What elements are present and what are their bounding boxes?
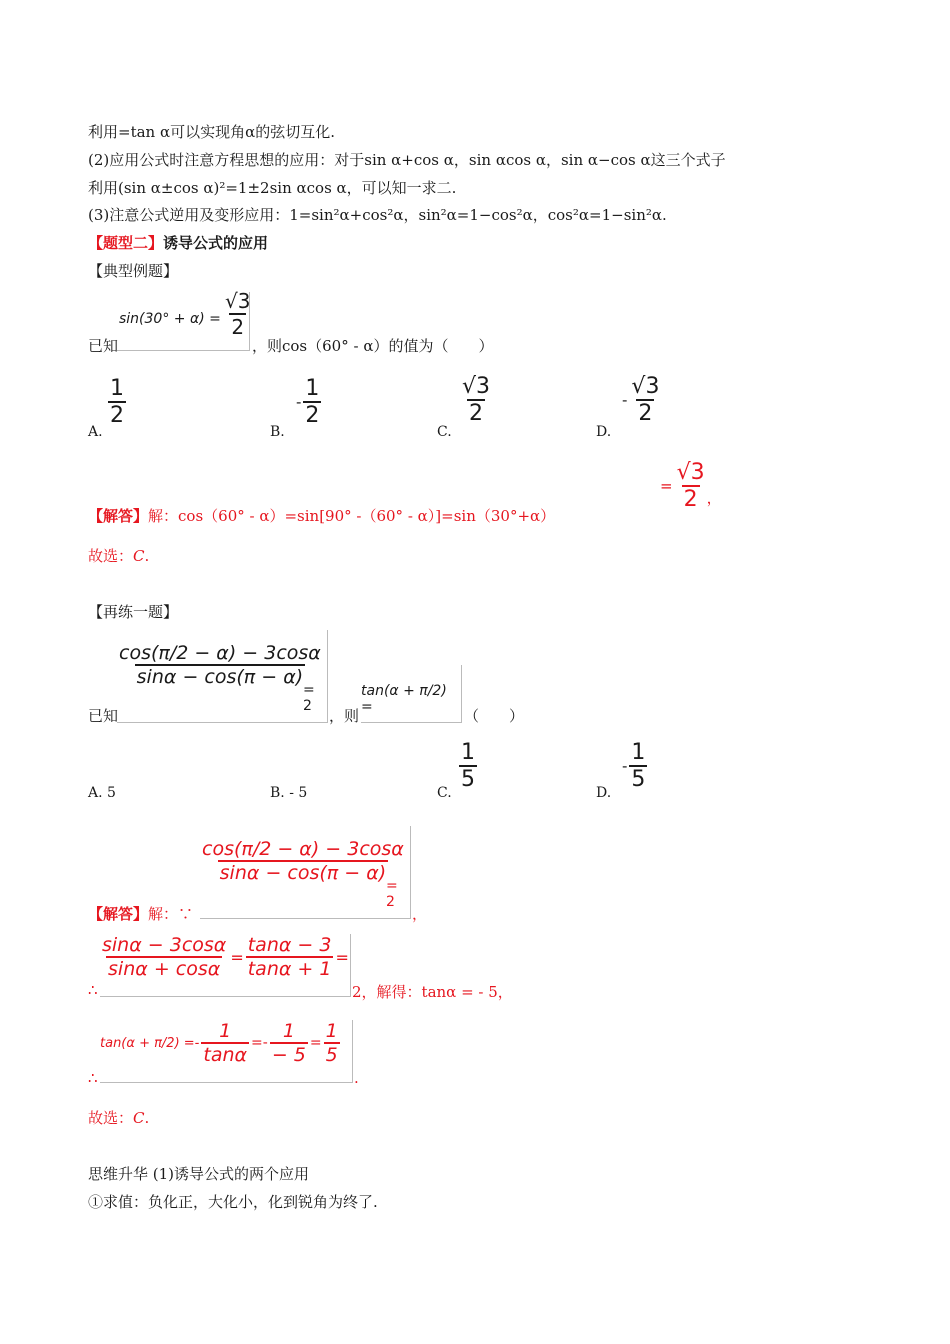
q1-choose-letter: C [133, 547, 145, 565]
q1-option-a-value: $\frac{1}{2}$ [110, 376, 124, 428]
q1-answer-result: = $\frac{√3}{2}$ ， [660, 460, 722, 512]
q1-option-b-label[interactable]: B. [270, 424, 285, 440]
text-line-tan-relation: 利用=tan α可以实现角α的弦切互化. [88, 123, 335, 141]
q2-answer-formula-box [200, 826, 411, 919]
q1-option-c-value: $\frac{√3}{2}$ [462, 374, 491, 426]
q2-answer-step2-box [100, 934, 351, 997]
example-heading: 【典型例题】 [88, 262, 179, 280]
q1-given-prefix: 已知 [88, 337, 119, 355]
text-line-square-identity: 利用(sin α±cos α)²=1±2sin αcos α，可以知一求二. [88, 179, 457, 197]
text-line-reverse-use: (3)注意公式逆用及变形应用：1=sin²α+cos²α，sin²α=1−cos²α，cos²α=1−sin²α. [88, 206, 667, 224]
q2-option-c-label[interactable]: C. [437, 785, 452, 801]
q1-given-rhs [223, 289, 252, 339]
section-title: 诱导公式的应用 [163, 234, 269, 252]
q2-answer-therefore-1: ∴ [88, 981, 98, 999]
q2-option-d-label[interactable]: D. [596, 785, 612, 801]
q1-option-d-label[interactable]: D. [596, 424, 612, 440]
q2-tan-lhs: tan(α + π/2) = [361, 683, 447, 715]
q2-then-prefix: ，则 [329, 707, 360, 725]
q1-answer-tag: 【解答】 [88, 507, 149, 525]
q2-option-b[interactable]: B. - 5 [270, 785, 308, 801]
q2-answer-comma: ， [412, 905, 428, 923]
q1-choose-line: 故选：C. [88, 547, 150, 565]
q2-answer-rhs: = 2 [386, 878, 398, 910]
q2-answer-step2: $\frac{\sin\alpha - 3\cos\alpha}{\sin\alpha + \cos\alpha}$ = $\frac{\tan\alpha - 3}{\tan\alpha + 1}$ = [102, 934, 349, 980]
q1-answer-text: 解：cos（60° - α）=sin[90° -（60° - α）]=sin（30°+α） [148, 507, 556, 525]
q1-option-d-value: - $\frac{√3}{2}$ [622, 374, 660, 426]
q2-given-fraction: $\frac{\cos(\pi/2 - \alpha) - 3\cos\alpha}{\sin\alpha - \cos(\pi - \alpha)}$ [119, 642, 321, 688]
q2-choose-line: 故选：C. [88, 1109, 150, 1127]
q2-answer-step3: tan(α + π/2) =- $\frac{1}{\tan\alpha}$ =- $\frac{1}{- 5}$ = $\frac{1}{5}$ [100, 1020, 338, 1066]
q2-tan-box [361, 665, 462, 723]
q2-option-d-value: - $\frac{1}{5}$ [622, 740, 646, 792]
q1-then-text: ，则cos（60° - α）的值为（ ） [252, 337, 494, 355]
summary-line-1: 思维升华 (1)诱导公式的两个应用 [88, 1165, 310, 1183]
summary-line-2: ①求值：负化正，大化小，化到锐角为终了. [88, 1193, 378, 1211]
section-heading [88, 233, 268, 253]
q1-option-c-label[interactable]: C. [437, 424, 452, 440]
text-line-equation-idea: (2)应用公式时注意方程思想的应用：对于sin α+cos α，sin αcos α，sin α−cos α这三个式子 [88, 151, 726, 169]
practice-heading: 【再练一题】 [88, 603, 179, 621]
q1-given-lhs: sin(30° + α) = [119, 311, 221, 327]
q2-answer-therefore-2: ∴ [88, 1069, 98, 1087]
q2-option-a[interactable]: A. 5 [88, 785, 116, 801]
q1-given-formula-box [117, 289, 251, 351]
q2-answer-text: 解：∵ [148, 905, 194, 923]
q2-answer-tag: 【解答】 [88, 905, 149, 923]
q1-answer-line [88, 506, 555, 526]
q2-given-rhs: = 2 [303, 682, 315, 714]
q1-given-rhs-num: √3 [225, 289, 251, 313]
q2-answer-step2-tail: 2，解得：tanα = - 5， [352, 983, 513, 1001]
q2-paren: （ ） [464, 707, 525, 725]
q2-given-formula-box [117, 630, 328, 723]
q2-answer-fraction: $\frac{\cos(\pi/2 - \alpha) - 3\cos\alpha}{\sin\alpha - \cos(\pi - \alpha)}$ [202, 838, 404, 884]
q2-option-c-value: $\frac{1}{5}$ [461, 740, 475, 792]
q2-answer-step3-box [100, 1020, 353, 1083]
q1-option-b-value: - $\frac{1}{2}$ [296, 376, 320, 428]
q2-answer-line [88, 904, 193, 924]
q1-given-rhs-den: 2 [231, 315, 245, 339]
q2-choose-letter: C [133, 1109, 145, 1127]
q1-option-a-label[interactable]: A. [88, 424, 103, 440]
q2-answer-step3-end: . [354, 1069, 359, 1087]
section-tag: 【题型二】 [88, 234, 164, 252]
q2-given-prefix: 已知 [88, 707, 119, 725]
